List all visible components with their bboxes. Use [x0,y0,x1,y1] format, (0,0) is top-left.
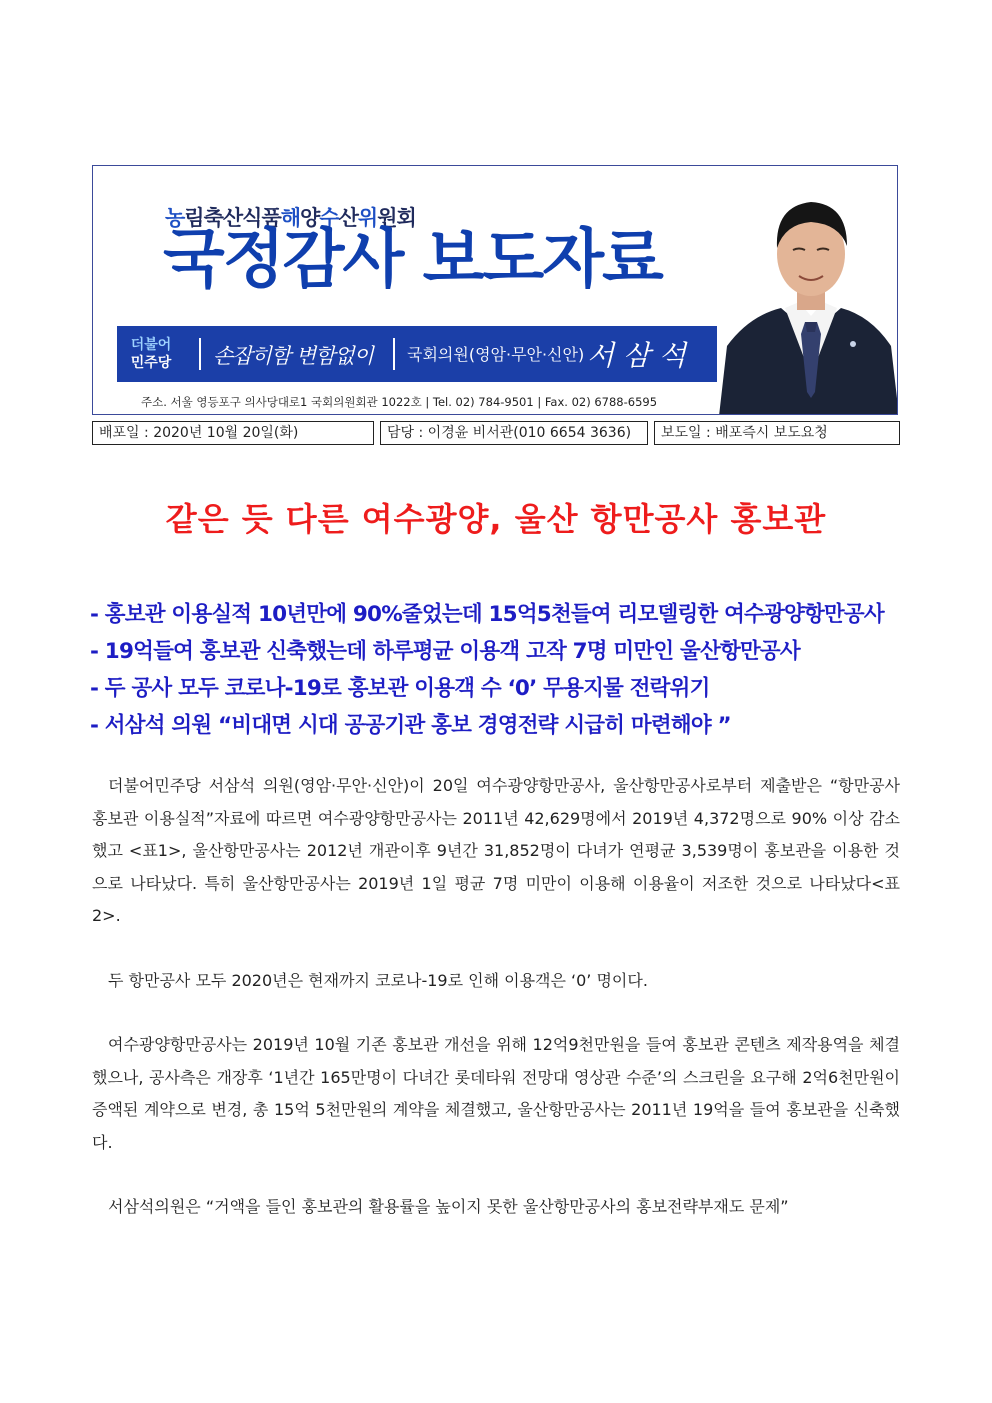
committee-name-part: 수 [319,206,339,230]
committee-name-part: 원회 [377,206,416,230]
member-portrait [719,166,898,415]
summary-bullet: - 19억들여 홍보관 신축했는데 하루평균 이용객 고작 7명 미만인 울산항만공사 [90,639,800,664]
summary-bullet: - 홍보관 이용실적 10년만에 90%줄었는데 15억5천들여 리모델링한 여수광양항만공사 [90,602,884,627]
party-logo-line2: 민주당 [130,355,172,371]
body-paragraph: 여수광양항만공사는 2019년 10월 기존 홍보관 개선을 위해 12억9천만원을 들여 홍보관 콘텐츠 제작용역을 체결했으나, 공사측은 개장후 ‘1년간 165만명이 다녀간 롯데타워 전망대 영상관 수준’의 스크린을 요구해 2억6천만원이 증액된 계약으로 변경, 총 15억 5천만원의 계약을 체결했고, 울산항만공사는 2011년 19억을 들여 홍보관을 신축했다. [92,1035,900,1152]
headline: 같은 듯 다른 여수광양, 울산 항만공사 홍보관 [165,500,827,538]
contact-person: 담당 : 이경윤 비서관(010 6654 3636) [380,421,648,445]
body-paragraph: 두 항만공사 모두 2020년은 현재까지 코로나-19로 인해 이용객은 ‘0’ 명이다. [108,970,648,990]
committee-name-part: 림축산식품 [184,206,281,230]
committee-name-part: 양 [300,206,320,230]
press-release-banner [92,165,898,415]
summary-bullet: - 두 공사 모두 코로나-19로 홍보관 이용객 수 ‘0’ 무용지물 전락위기 [90,676,710,701]
committee-name-part: 위 [357,206,378,230]
committee-name-part: 농 [165,206,185,230]
committee-name-part: 해 [280,206,301,230]
band-divider [199,338,201,370]
committee-name-part: 산 [338,206,358,230]
member-signature: 서 삼 석 [587,339,686,372]
body-paragraph: 더불어민주당 서삼석 의원(영암·무안·신안)이 20일 여수광양항만공사, 울산항만공사로부터 제출받은 “항만공사 홍보관 이용실적”자료에 따르면 여수광양항만공사는 2011년 42,629명에서 2019년 4,372명으로 90% 이상 감소했고 <표1>, 울산항만공사는 2012년 개관이후 9년간 31,852명이 다녀가 연평균 3,539명이 홍보관을 이용한 것으로 나타났다. 특히 울산항만공사는 2019년 1일 평균 7명 미만이 이용해 이용율이 저조한 것으로 나타났다<표2>. [92,776,900,925]
summary-bullets [90,596,920,744]
banner-title: 국정감사 보도자료 [163,223,662,297]
band-divider [393,338,395,370]
release-info-row [92,421,900,445]
article-body [92,770,900,1256]
party-logo-line1: 더불어 [130,337,172,353]
campaign-slogan: 손잡히함 변함없이 [213,344,373,368]
summary-bullet: - 서삼석 의원 “비대면 시대 공공기관 홍보 경영전략 시급히 마련해야 ” [90,713,731,738]
member-band [117,326,717,382]
body-paragraph: 서삼석의원은 “거액을 들인 홍보관의 활용률을 높이지 못한 울산항만공사의 홍보전략부재도 문제” [108,1197,789,1216]
member-title: 국회의원(영암·무안·신안) [407,345,585,364]
party-logo [117,330,185,378]
embargo-notice: 보도일 : 배포즉시 보도요청 [654,421,900,445]
office-address: 주소. 서울 영등포구 의사당대로1 국회의원회관 1022호 | Tel. 02) 784-9501 | Fax. 02) 6788-6595 [141,395,658,409]
release-date: 배포일 : 2020년 10월 20일(화) [92,421,374,445]
